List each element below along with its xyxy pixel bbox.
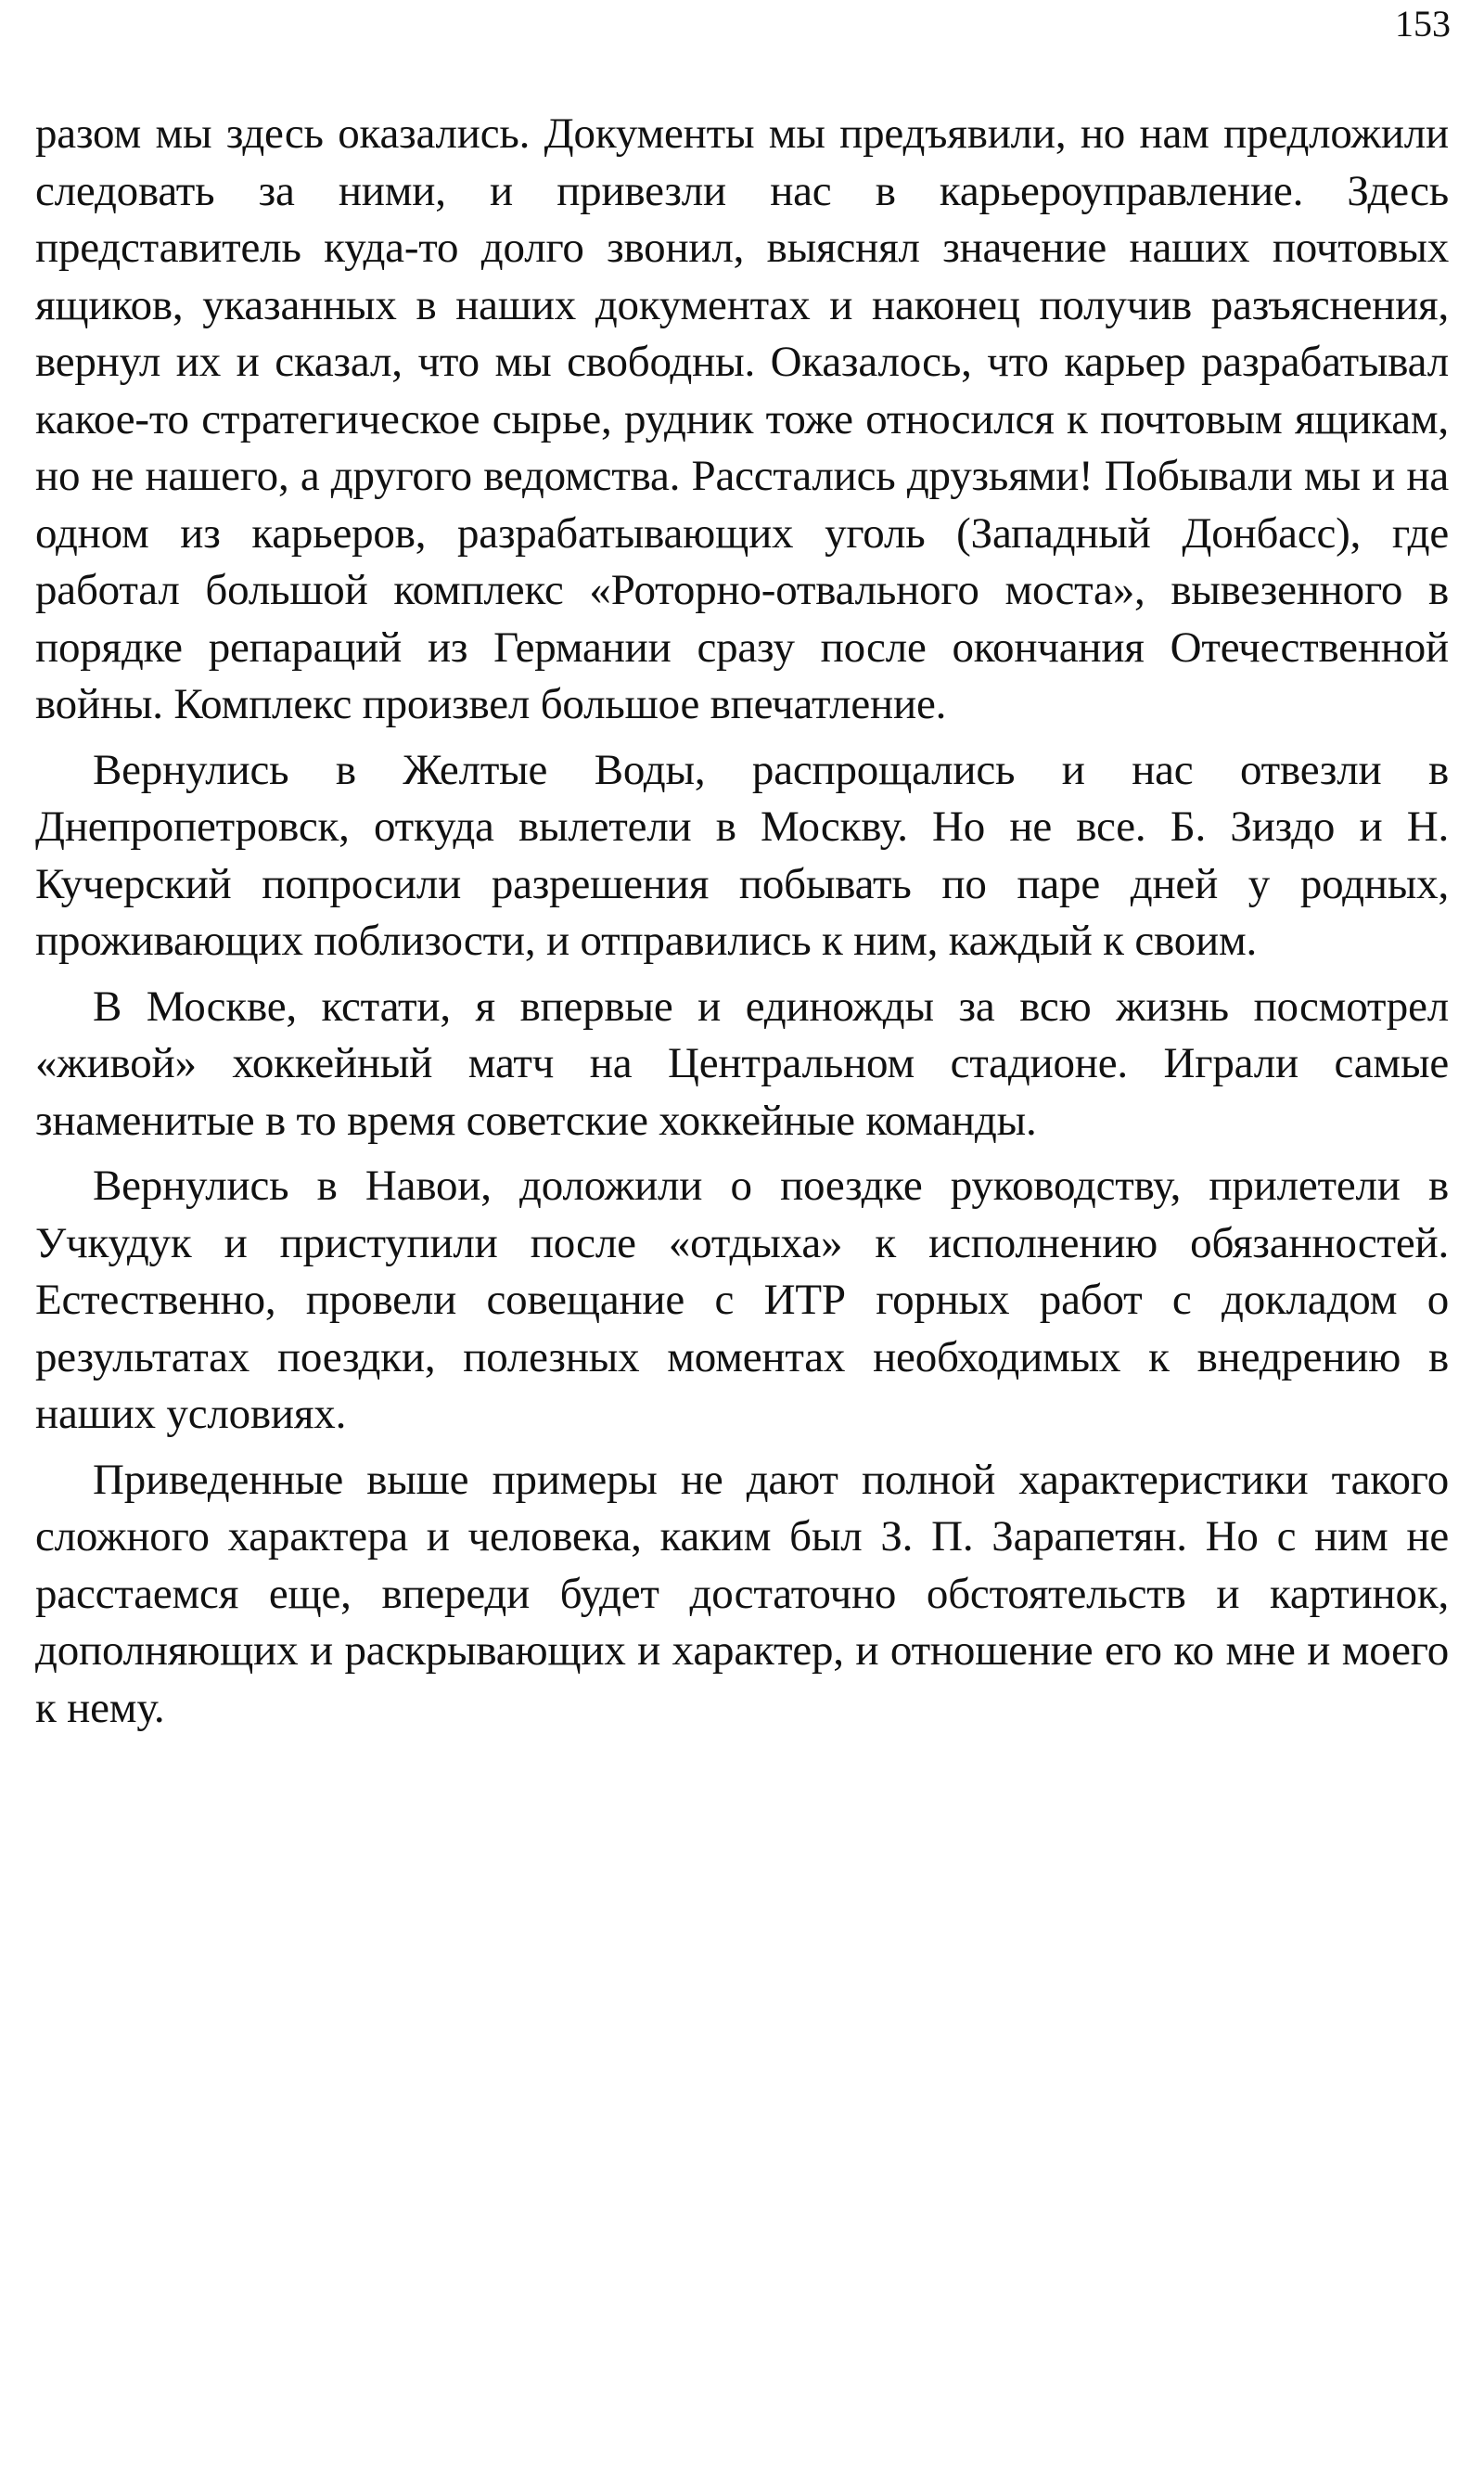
body-text — [35, 106, 1449, 1737]
paragraph-conclusion: Приведенные выше примеры не дают полной характеристики такого сложного характера и человека, каким был З. П. Зарапетян. Но с ним не расстаемся еще, впереди будет достаточно обстоятельств и картинок, дополняющих и раскрывающих и характер, и отношение его ко мне и моего к нему. — [35, 1455, 1449, 1732]
paragraph-moscow-hockey: В Москве, кстати, я впервые и единожды за всю жизнь посмотрел «живой» хоккейный матч на Центральном стадионе. Играли самые знаменитые в то время советские хоккейные команды. — [35, 982, 1449, 1145]
paragraph-return-trip: Вернулись в Желтые Воды, распрощались и нас отвезли в Днепропетровск, откуда вылетели в Москву. Но не все. Б. Зиздо и Н. Кучерский попросили разрешения побывать по паре дней у родных, проживающих поблизости, и отправились к ним, каждый к своим. — [35, 745, 1449, 965]
paragraph-return-navoi: Вернулись в Навои, доложили о поездке руководству, прилетели в Учкудук и приступили после «отдыха» к исполнению обязанностей. Естественно, провели совещание с ИТР горных работ с докладом о результатах поездки, полезных моментах необходимых к внедрению в наших условиях. — [35, 1162, 1449, 1438]
page-number: 153 — [1395, 3, 1451, 45]
paragraph-continuation: разом мы здесь оказались. Документы мы предъявили, но нам предложили следовать за ними, и привезли нас в карьероуправление. Здесь представитель куда-то долго звонил, выяснял значение наших почтовых ящиков, указанных в наших документах и наконец получив разъяснения, вернул их и сказал, что мы свободны. Оказалось, что карьер разрабатывал какое-то стратегическое сырье, рудник тоже относился к почтовым ящикам, но не нашего, а другого ведомства. Расстались друзьями! Побывали мы и на одном из карьеров, разрабатывающих уголь (Западный Донбасс), где работал большой комплекс «Роторно-отвального моста», вывезенного в порядке репараций из Германии сразу после окончания Отечественной войны. Комплекс произвел большое впечатление. — [35, 109, 1449, 728]
